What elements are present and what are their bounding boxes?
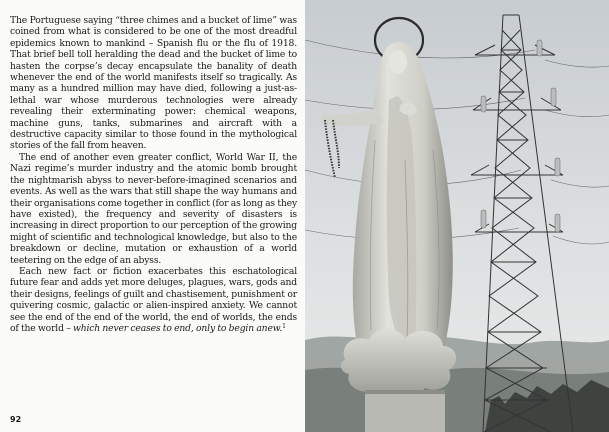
footnote-mark: 1 [282, 322, 286, 330]
statue-face [389, 50, 407, 74]
paragraph-3-text: Each new fact or fiction exacerbates this eschatological future fear and adds yet more deluges, plagues, wars, gods and their designs, feelings of guilt and chastisement, punishment or quivering cosmic, galactic or alien-inspired anxiety. We cannot see the end of the end of the world, the end of worlds, the ends of the world – [10, 265, 297, 334]
stone-pedestal [365, 390, 445, 432]
paragraph-1: The Portuguese saying “three chimes and a bucket of lime” was coined from what is considered to be one of the most dreadful epidemics known to mankind – Spanish flu or the flu of 1918. That brief bell toll heralding the dead and the bucket of lime to hasten the corpse’s decay encapsulate the banality of death whenever the end of the world manifests itself so tragically. As many as a hundred million may have died, following a just-as-lethal war whose murderous technologies were already revealing their exterminating power: chemical weapons, machine guns, tanks, submarines and aircraft with a destructive capacity similar to those found in the mythological stories of the fall from heaven. [10, 15, 297, 152]
body-text [10, 15, 297, 334]
paragraph-2: The end of another even greater conflict, World War II, the Nazi regime’s murder industry and the atomic bomb brought the nightmarish abyss to never-before-imagined scenarios and events. As well as the wars that still shape the way humans and their organisations come together in conflict (for as long as they have existed), the frequency and severity of disasters is increasing in direct proportion to our perception of the growing might of scientific and technological knowledge, but also to the breakdown or decline, mutation or exhaustion of a world teetering on the edge of an abyss. [10, 151, 297, 266]
page-number: 92 [10, 415, 22, 424]
cloud-pedestal [341, 329, 456, 397]
paragraph-3 [10, 266, 297, 334]
paragraph-3-emphasis: which never ceases to end, only to begin anew. [73, 322, 283, 334]
statue-photo [305, 0, 609, 432]
